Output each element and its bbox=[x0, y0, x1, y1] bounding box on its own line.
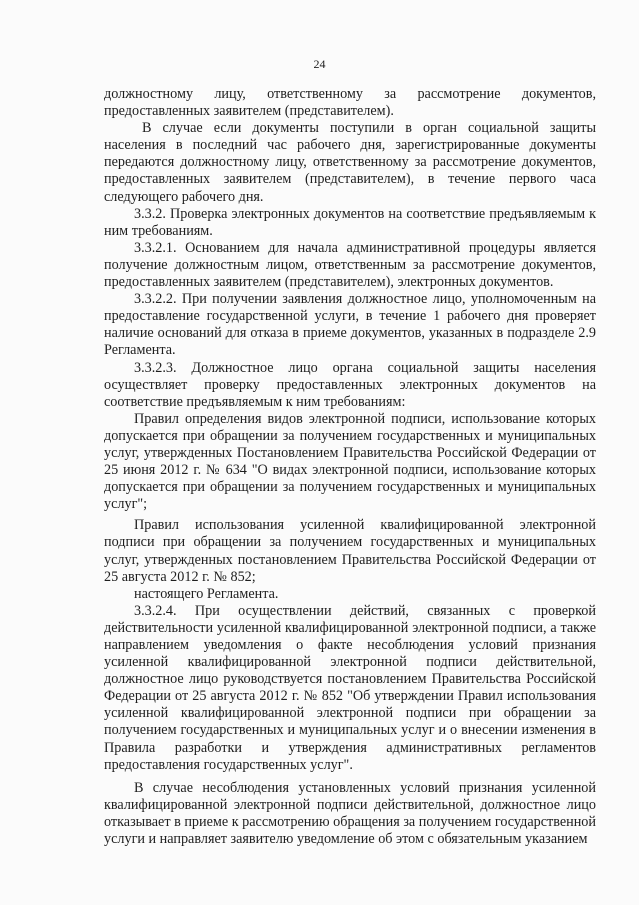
paragraph: Правил использования усиленной квалифицированной электронной подписи при обращении за получением государственных и муниципальных услуг, утвержденных постановлением Правительства Российской Федерации от 25 августа 2012 г. № 852; bbox=[104, 517, 596, 585]
paragraph: Правил определения видов электронной подписи, использование которых допускается при обращении за получением государственных и муниципальных услуг, утвержденных Постановлением Правительства Российской Федерации от 25 июня 2012 г. № 634 "О видах электронной подписи, использование которых допускается при обращении за получением государственных и муниципальных услуг"; bbox=[104, 410, 596, 513]
paragraph: 3.3.2. Проверка электронных документов на соответствие предъявляемым к ним требованиям. bbox=[104, 205, 596, 239]
paragraph: В случае если документы поступили в орган социальной защиты населения в последний час рабочего дня, зарегистрированные документы передаются должностному лицу, ответственному за рассмотрение документов, предоставленных заявителем (представителем), в течение первого часа следующего рабочего дня. bbox=[104, 120, 596, 205]
paragraph: должностному лицу, ответственному за рассмотрение документов, предоставленных заявителем (представителем). bbox=[104, 86, 596, 120]
paragraph: 3.3.2.2. При получении заявления должностное лицо, уполномоченным на предоставление государственной услуги, в течение 1 рабочего дня проверяет наличие оснований для отказа в приеме документов, указанных в подразделе 2.9 Регламента. bbox=[104, 291, 596, 359]
paragraph: 3.3.2.4. При осуществлении действий, связанных с проверкой действительности усиленной квалифицированной электронной подписи, а также направлением уведомления о факте несоблюдения условий признания усиленной квалифицированной электронной подписи действительной, должностное лицо руководствуется постановлением Правительства Российской Федерации от 25 августа 2012 г. № 852 "Об утверждении Правил использования усиленной квалифицированной электронной подписи при обращении за получением государственных и муниципальных услуг и о внесении изменения в Правила разработки и утверждения административных регламентов предоставления государственных услуг". bbox=[104, 602, 596, 773]
paragraph: 3.3.2.3. Должностное лицо органа социальной защиты населения осуществляет проверку предоставленных электронных документов на соответствие предъявляемым к ним требованиям: bbox=[104, 359, 596, 410]
paragraph: настоящего Регламента. bbox=[134, 585, 279, 602]
page-number: 24 bbox=[313, 57, 326, 71]
document-body bbox=[104, 86, 596, 848]
paragraph: 3.3.2.1. Основанием для начала административной процедуры является получение должностным лицом, ответственным за рассмотрение документов, предоставленных заявителем (представителем), электронных документов. bbox=[104, 239, 596, 291]
paragraph: В случае несоблюдения установленных условий признания усиленной квалифицированной электронной подписи действительной, должностное лицо отказывает в приеме к рассмотрению обращения за получением государственной услуги и направляет заявителю уведомление об этом с обязательным указанием bbox=[104, 779, 596, 848]
